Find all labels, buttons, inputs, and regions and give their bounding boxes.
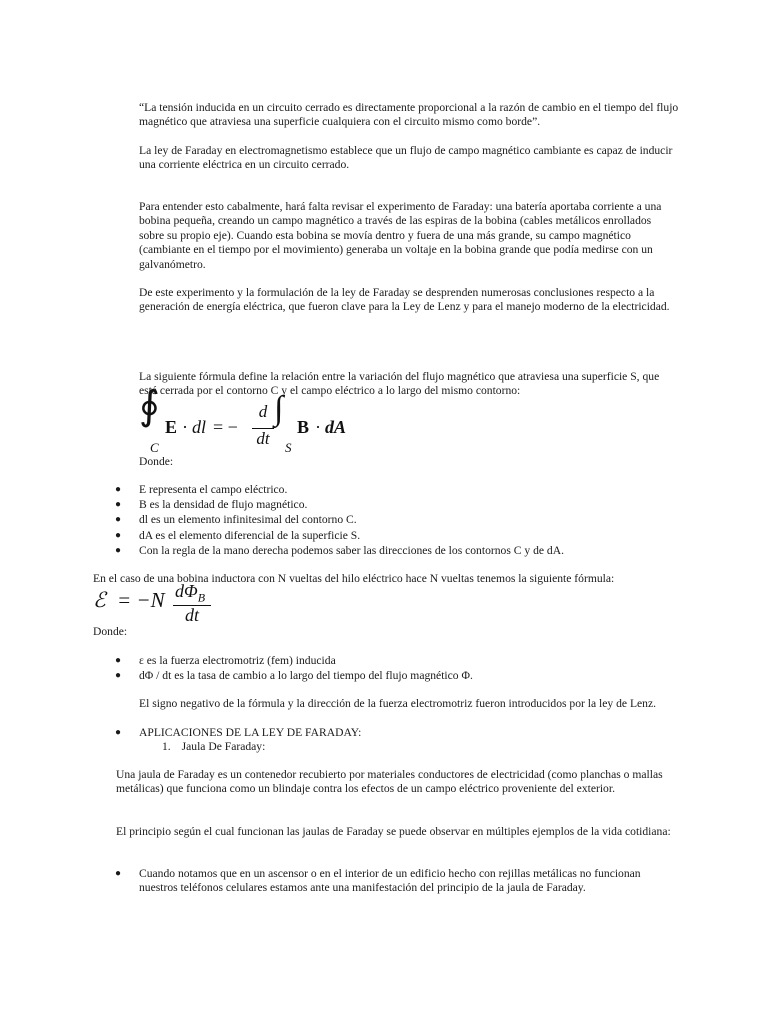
paragraph-experiment: Para entender esto cabalmente, hará falta revisar el experimento de Faraday: una batería aportaba corriente a una bobina pequeña, creando un campo magnético a través de las espiras de la bobina (cables metálicos enrollados sobre su propio eje). Cuando esta bobina se movía dentro y fuera de una más grande, su campo magnético (cambiante en el tiempo por el movimiento) generaba un voltaje en la bobina grande que podía medirse con un galvanómetro.	[139, 200, 662, 271]
paragraph-coil: En el caso de una bobina inductora con N vueltas del hilo eléctrico hace N vueltas tenemos la siguiente fórmula:	[93, 572, 615, 585]
bullet-icon: ●	[115, 868, 122, 879]
bullet-icon: ●	[115, 514, 122, 526]
equals-minus: = −	[213, 417, 238, 437]
dl-element: dl	[192, 417, 207, 437]
paragraph-formula-intro: La siguiente fórmula define la relación entre la variación del flujo magnético que atraviesa una superficie S, que está cerrada por el contorno C y el campo eléctrico a lo largo del mismo contorno:	[139, 370, 660, 398]
examples-list	[115, 867, 679, 896]
bullet-icon: ●	[115, 484, 122, 495]
applications-list	[115, 726, 679, 741]
list-item: ● E representa el campo eléctrico.	[115, 483, 288, 496]
paragraph-conclusions: De este experimento y la formulación de la ley de Faraday se desprenden numerosas conclusiones respecto a la generación de energía eléctrica, que fueron clave para la Ley de Lenz y para el manejo moderno de la electricidad.	[139, 286, 670, 314]
variable-list-2	[115, 654, 679, 684]
paragraph-lenz: El signo negativo de la fórmula y la dirección de la fuerza electromotriz fueron introducidos por la ley de Lenz.	[139, 697, 657, 710]
bullet-icon: ●	[115, 544, 122, 556]
bullet-icon: ●	[115, 670, 122, 682]
vector-b: B	[297, 417, 310, 437]
subscript-s: S	[285, 440, 292, 455]
item-number: 1.	[162, 740, 171, 753]
applications-heading: APLICACIONES DE LA LEY DE FARADAY:	[139, 726, 362, 739]
list-item: ● dΦ / dt es la tasa de cambio a lo largo del tiempo del flujo magnético Φ.	[115, 669, 473, 683]
bullet-icon: ●	[115, 655, 122, 666]
donde-label-1: Donde:	[139, 455, 174, 468]
paragraph-faraday-cage: Una jaula de Faraday es un contenedor recubierto por materiales conductores de electricidad (como planchas o mallas metálicas) que funciona como un blindaje contra los efectos de un campo eléctrico proveniente del exterior.	[116, 768, 663, 796]
item-label: Jaula De Faraday:	[181, 740, 266, 753]
dot-operator-2: ·	[315, 417, 321, 437]
paragraph-definition: La ley de Faraday en electromagnetismo establece que un flujo de campo magnético cambiante es capaz de inducir una corriente eléctrica en un circuito cerrado.	[139, 144, 673, 172]
dphi-numerator: $d\Phi_B$	[175, 581, 206, 605]
dt-denominator: dt	[256, 429, 270, 448]
dt-denominator-2: dt	[184, 605, 199, 625]
emf-symbol: ℰ	[93, 588, 106, 612]
list-item: ● Con la regla de la mano derecha podemos saber las direcciones de los contornos C y de dA.	[115, 543, 564, 557]
list-item: ● dA es el elemento diferencial de la superficie S.	[115, 528, 361, 542]
da-element: dA	[325, 417, 347, 437]
list-item: ● ε es la fuerza electromotriz (fem) inducida	[115, 654, 336, 667]
list-item: ● Cuando notamos que en un ascensor o en el interior de un edificio hecho con rejillas metálicas no funcionan nuestros teléfonos celulares estamos ante una manifestación del principio de la jaula de Faraday.	[115, 867, 641, 895]
variable-list-1	[115, 483, 679, 559]
donde-label-2: Donde:	[93, 625, 128, 638]
paragraph-everyday: El principio según el cual funcionan las jaulas de Faraday se puede observar en múltiples ejemplos de la vida cotidiana:	[116, 825, 671, 838]
faraday-integral-formula	[139, 383, 399, 460]
bullet-icon: ●	[115, 529, 122, 541]
numbered-item-jaula	[162, 740, 265, 754]
list-item: ● B es la densidad de flujo magnético.	[115, 498, 308, 512]
list-item	[115, 726, 679, 741]
subscript-c: C	[150, 440, 159, 455]
surface-integral-icon: ∫	[274, 390, 284, 427]
contour-integral-icon: ∮	[139, 383, 160, 428]
bullet-icon: ●	[115, 727, 122, 738]
d-numerator: d	[258, 402, 268, 421]
equals-minus-n: = −N	[117, 588, 165, 612]
vector-e: E	[165, 417, 178, 437]
list-item: ● dl es un elemento infinitesimal del contorno C.	[115, 513, 357, 527]
intro-quote: “La tensión inducida en un circuito cerrado es directamente proporcional a la razón de cambio en el tiempo del flujo magnético que atraviesa una superficie cualquiera con el circuito mismo como borde”.	[139, 101, 679, 129]
dot-operator: ·	[182, 417, 188, 437]
bullet-icon: ●	[115, 499, 122, 511]
emf-formula	[93, 581, 253, 628]
